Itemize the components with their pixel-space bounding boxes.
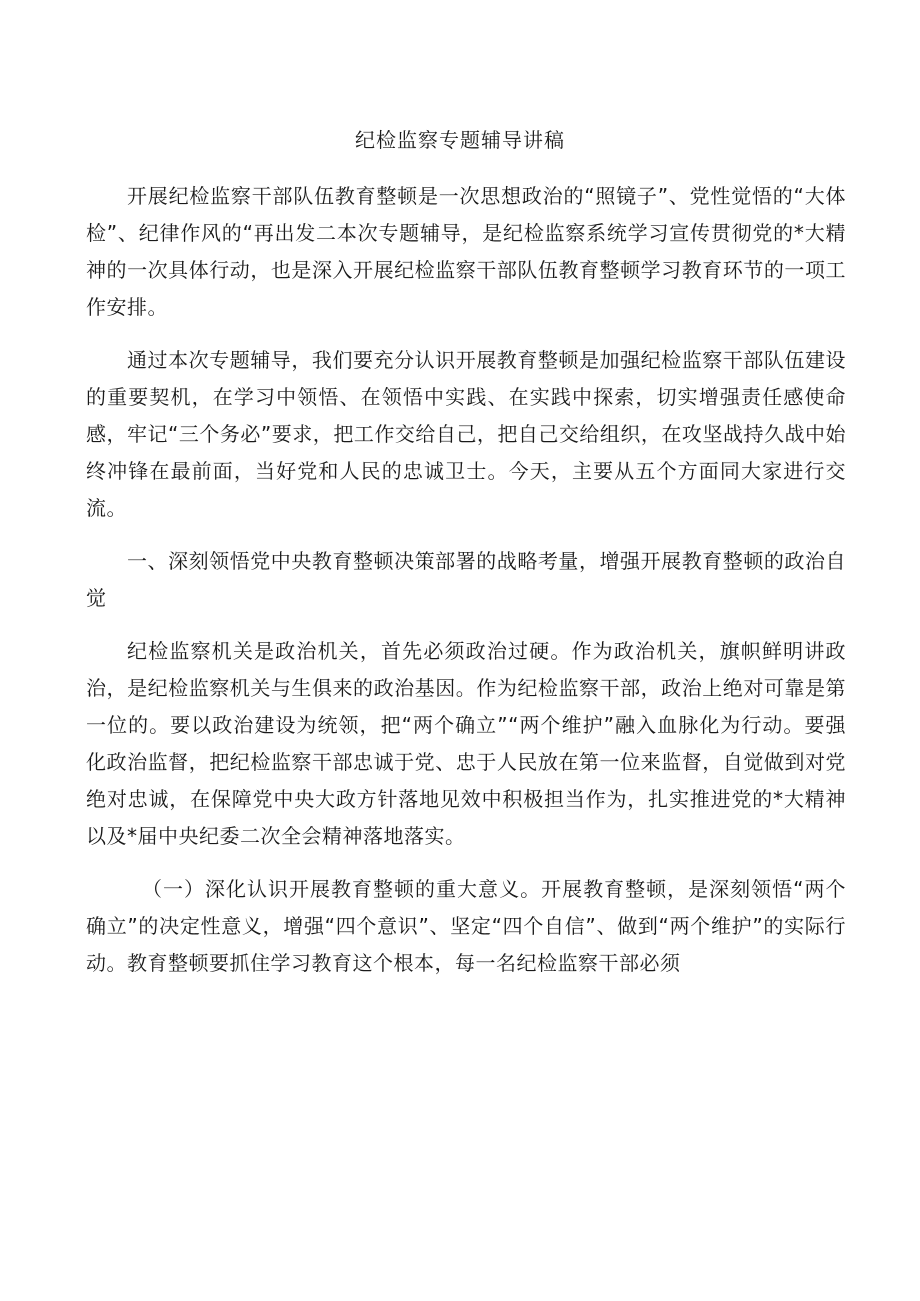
- document-title: 纪检监察专题辅导讲稿: [355, 128, 565, 152]
- document-body: [86, 178, 846, 998]
- subsection-1: （一）深化认识开展教育整顿的重大意义。开展教育整顿，是深刻领悟“两个确立”的决定性意义，增强“四个意识”、坚定“四个自信”、做到“两个维护”的实际行动。教育整顿要抓住学习教育这个根本，每一名纪检监察干部必须: [86, 877, 846, 975]
- paragraph-purpose: 通过本次专题辅导，我们要充分认识开展教育整顿是加强纪检监察干部队伍建设的重要契机，在学习中领悟、在领悟中实践、在实践中探索，切实增强责任感使命感，牢记“三个务必”要求，把工作交给自己，把自己交给组织，在攻坚战持久战中始终冲锋在最前面，当好党和人民的忠诚卫士。今天，主要从五个方面同大家进行交流。: [86, 348, 846, 520]
- paragraph-intro: 开展纪检监察干部队伍教育整顿是一次思想政治的“照镜子”、党性觉悟的“大体检”、纪律作风的“再出发二本次专题辅导，是纪检监察系统学习宣传贯彻党的*大精神的一次具体行动，也是深入开展纪检监察干部队伍教育整顿学习教育环节的一项工作安排。: [86, 184, 846, 319]
- paragraph-political-organ: 纪检监察机关是政治机关，首先必须政治过硬。作为政治机关，旗帜鲜明讲政治，是纪检监察机关与生俱来的政治基因。作为纪检监察干部，政治上绝对可靠是第一位的。要以政治建设为统领，把“两个确立”“两个维护”融入血脉化为行动。要强化政治监督，把纪检监察干部忠诚于党、忠于人民放在第一位来监督，自觉做到对党绝对忠诚，在保障党中央大政方针落地见效中积极担当作为，扎实推进党的*大精神以及*届中央纪委二次全会精神落地落实。: [86, 639, 846, 848]
- section-heading-1: 一、深刻领悟党中央教育整顿决策部署的战略考量，增强开展教育整顿的政治自觉: [86, 549, 846, 610]
